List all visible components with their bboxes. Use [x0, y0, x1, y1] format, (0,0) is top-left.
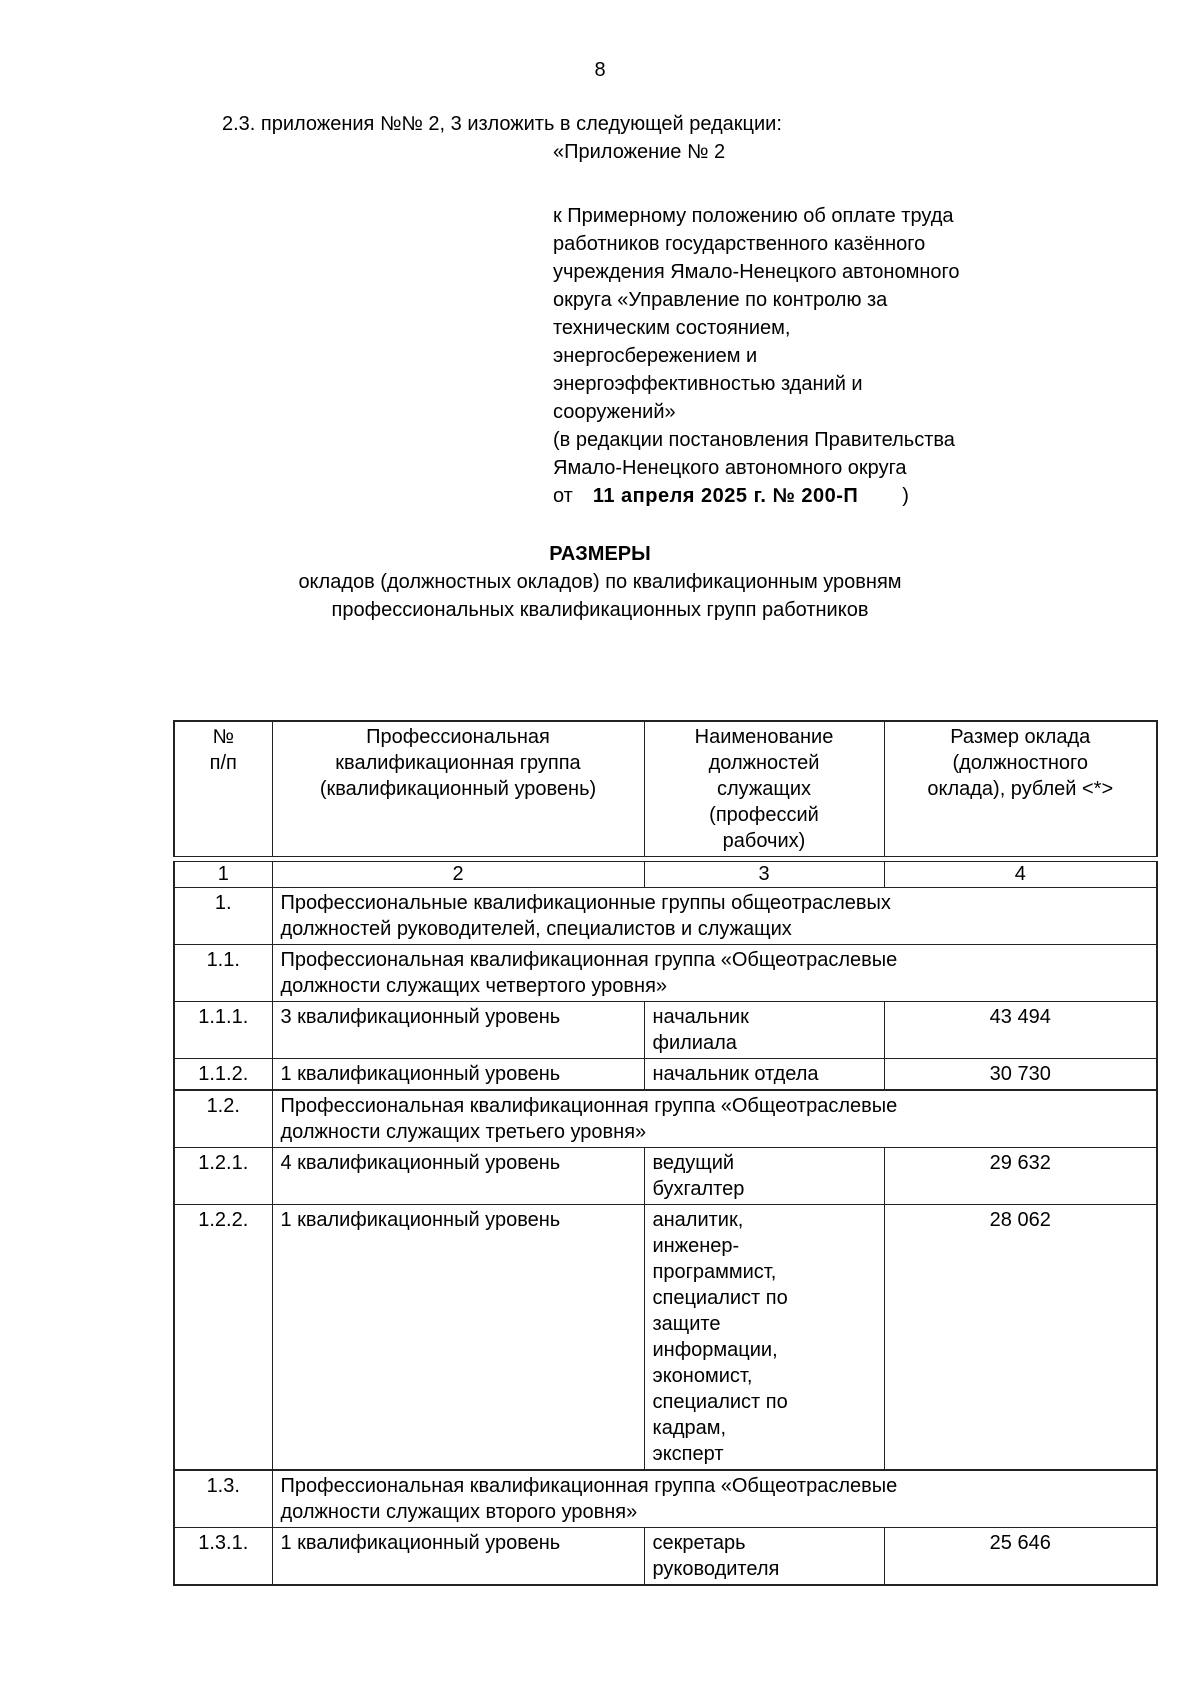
header-cell-salary: Размер оклада (должностного оклада), рублей <*> [884, 721, 1157, 857]
table-row-1-3 [174, 1470, 1157, 1528]
row-num-cell: 1.2. [174, 1090, 272, 1148]
paragraph-2-3: 2.3. приложения №№ 2, 3 изложить в следующей редакции: [222, 113, 782, 135]
group-cell: 1 квалификационный уровень [272, 1205, 644, 1471]
section-text-cell: Профессиональные квалификационные группы общеотраслевых должностей руководителей, специалистов и служащих [272, 888, 1157, 945]
position-cell: начальник филиала [644, 1002, 884, 1059]
column-number-4: 4 [884, 862, 1157, 888]
row-num-cell: 1.2.1. [174, 1148, 272, 1205]
appendix-address: к Примерному положению об оплате труда работников государственного казённого учреждения Ямало-Ненецкого автономного округа «Управление по контролю за техническим состоянием, энергосбережением и энергоэффективностью зданий и сооружений» (в редакции постановления Правительства Ямало-Ненецкого автономного округа [553, 205, 960, 479]
table-row-1-1 [174, 945, 1157, 1002]
salary-table-body [173, 861, 1158, 1586]
section-text-cell: Профессиональная квалификационная группа «Общеотраслевые должности служащих четвертого уровня» [272, 945, 1157, 1002]
salary-cell: 28 062 [884, 1205, 1157, 1471]
salary-table-header [173, 720, 1158, 857]
group-cell: 1 квалификационный уровень [272, 1059, 644, 1091]
appendix-date-line [553, 482, 1093, 510]
table-header-row [174, 721, 1157, 857]
row-num-cell: 1.1.2. [174, 1059, 272, 1091]
appendix-label: «Приложение № 2 [553, 141, 726, 163]
row-num-cell: 1.2.2. [174, 1205, 272, 1471]
column-number-2: 2 [272, 862, 644, 888]
column-number-3: 3 [644, 862, 884, 888]
row-num-cell: 1.3.1. [174, 1528, 272, 1586]
section-text-cell: Профессиональная квалификационная группа «Общеотраслевые должности служащих третьего уровня» [272, 1090, 1157, 1148]
date-close-paren: ) [902, 485, 909, 507]
salary-cell: 25 646 [884, 1528, 1157, 1586]
position-cell: аналитик, инженер- программист, специалист по защите информации, экономист, специалист по кадрам, эксперт [644, 1205, 884, 1471]
page-number: 8 [594, 59, 606, 81]
column-numbers-row [174, 862, 1157, 888]
table-row-1 [174, 888, 1157, 945]
row-num-cell: 1.1.1. [174, 1002, 272, 1059]
row-num-cell: 1.3. [174, 1470, 272, 1528]
row-num-cell: 1.1. [174, 945, 272, 1002]
column-number-1: 1 [174, 862, 272, 888]
group-cell: 3 квалификационный уровень [272, 1002, 644, 1059]
table-row-1-1-1 [174, 1002, 1157, 1059]
position-cell: ведущий бухгалтер [644, 1148, 884, 1205]
group-cell: 1 квалификационный уровень [272, 1528, 644, 1586]
salary-cell: 29 632 [884, 1148, 1157, 1205]
section-subtitle: окладов (должностных окладов) по квалификационным уровням профессиональных квалификационных групп работников [298, 571, 902, 621]
table-row-1-2-1 [174, 1148, 1157, 1205]
table-row-1-3-1 [174, 1528, 1157, 1586]
header-cell-group: Профессиональная квалификационная группа (квалификационный уровень) [272, 721, 644, 857]
position-cell: секретарь руководителя [644, 1528, 884, 1586]
salary-cell: 43 494 [884, 1002, 1157, 1059]
row-num-cell: 1. [174, 888, 272, 945]
table-row-1-1-2 [174, 1059, 1157, 1091]
salary-cell: 30 730 [884, 1059, 1157, 1091]
appendix-block [553, 138, 1093, 510]
date-value: 11 апреля 2025 г. № 200-П [592, 485, 859, 507]
header-cell-position: Наименование должностей служащих (профессий рабочих) [644, 721, 884, 857]
table-row-1-2-2 [174, 1205, 1157, 1471]
section-text-cell: Профессиональная квалификационная группа «Общеотраслевые должности служащих второго уровня» [272, 1470, 1157, 1528]
position-cell: начальник отдела [644, 1059, 884, 1091]
group-cell: 4 квалификационный уровень [272, 1148, 644, 1205]
section-heading: РАЗМЕРЫ [549, 543, 651, 565]
salary-table-body-rows [174, 862, 1157, 1586]
header-cell-num: № п/п [174, 721, 272, 857]
table-row-1-2 [174, 1090, 1157, 1148]
date-prefix: от [553, 485, 573, 507]
